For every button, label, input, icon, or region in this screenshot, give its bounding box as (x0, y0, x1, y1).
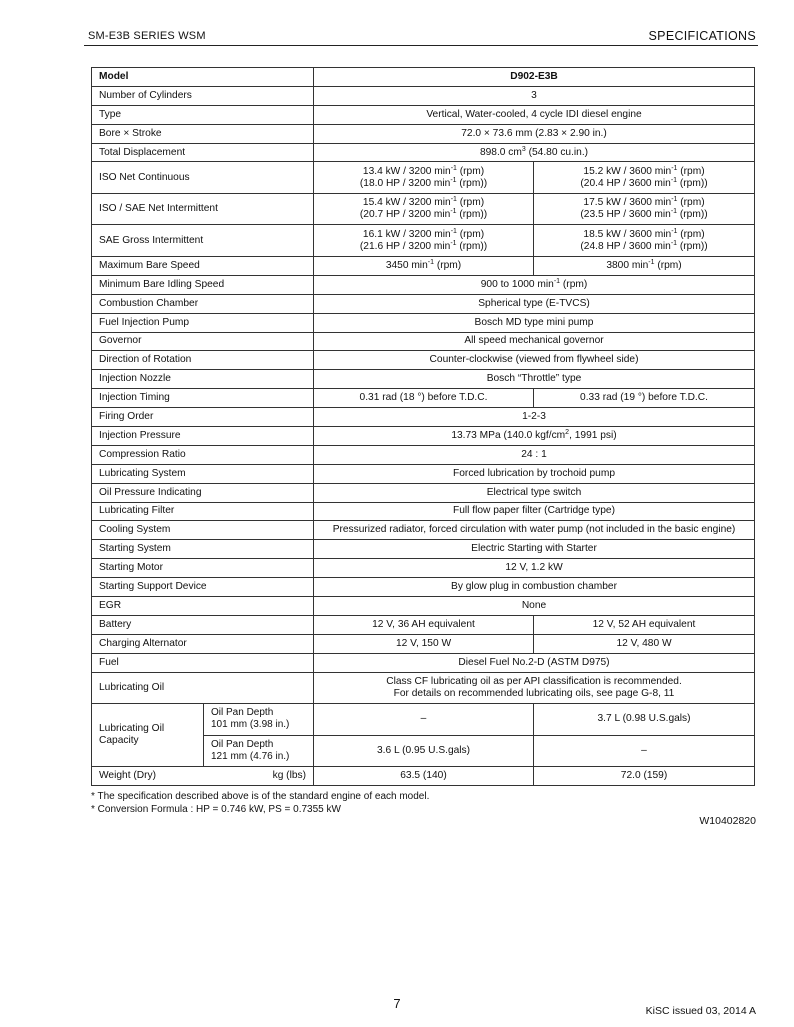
table-row-combustion-chamber (92, 294, 755, 313)
table-row-lubricating-oil (92, 672, 755, 704)
row-label: Weight (Dry) kg (lbs) (92, 767, 314, 786)
row-label: Bore × Stroke (92, 124, 314, 143)
row-value: Bosch MD type mini pump (314, 313, 755, 332)
row-value: Electrical type switch (314, 483, 755, 502)
row-label: Injection Nozzle (92, 370, 314, 389)
row-value-a: 3.6 L (0.95 U.S.gals) (314, 735, 534, 767)
row-label: Governor (92, 332, 314, 351)
oil-pan-depth-2: Oil Pan Depth 121 mm (4.76 in.) (204, 735, 314, 767)
row-label: Minimum Bare Idling Speed (92, 275, 314, 294)
row-label: Injection Pressure (92, 426, 314, 445)
row-label: Fuel (92, 653, 314, 672)
table-row-compression-ratio (92, 445, 755, 464)
table-row-sae-gross-intermittent (92, 225, 755, 257)
row-value: Pressurized radiator, forced circulation with water pump (not included in the basic engine) (314, 521, 755, 540)
row-value: Counter-clockwise (viewed from flywheel side) (314, 351, 755, 370)
row-label: Total Displacement (92, 143, 314, 162)
footnote-standard-engine: * The specification described above is of the standard engine of each model. (91, 791, 430, 802)
table-row-iso-net-continuous (92, 162, 755, 194)
row-value-a: – (314, 704, 534, 736)
row-value: 13.73 MPa (140.0 kgf/$cm^2$, 1991 psi) (314, 426, 755, 445)
table-row-idling-speed (92, 275, 755, 294)
footnote-conversion: * Conversion Formula : HP = 0.746 kW, PS = 0.7355 kW (91, 804, 341, 815)
row-value-b: 3.7 L (0.98 U.S.gals) (534, 704, 755, 736)
table-row-oil-capacity-1 (92, 704, 755, 736)
row-label: Starting Support Device (92, 578, 314, 597)
row-label: Fuel Injection Pump (92, 313, 314, 332)
document-code: W10402820 (699, 815, 756, 827)
row-value: 898.0 $cm^3$ (54.80 cu.in.) (314, 143, 755, 162)
row-label: Oil Pressure Indicating (92, 483, 314, 502)
row-label: SAE Gross Intermittent (92, 225, 314, 257)
table-row-battery (92, 615, 755, 634)
table-row-weight (92, 767, 755, 786)
header-rule (84, 45, 758, 46)
table-row-oil-pressure (92, 483, 755, 502)
issue-info: KiSC issued 03, 2014 A (645, 1005, 756, 1017)
row-value: Bosch “Throttle” type (314, 370, 755, 389)
row-value: Forced lubrication by trochoid pump (314, 464, 755, 483)
table-row-iso-sae-net-intermittent (92, 193, 755, 225)
row-label: Lubricating Oil Capacity (92, 704, 204, 767)
table-row-cylinders (92, 86, 755, 105)
table-row-lubricating-system (92, 464, 755, 483)
row-value: 3 (314, 86, 755, 105)
table-row-starting-motor (92, 559, 755, 578)
row-label: Cooling System (92, 521, 314, 540)
row-label: Injection Timing (92, 389, 314, 408)
row-label: Lubricating Filter (92, 502, 314, 521)
row-value-a: 63.5 (140) (314, 767, 534, 786)
row-value-b: 12 V, 480 W (534, 634, 755, 653)
row-value-a: 16.1 kW / 3200 $\min^{-1} (rpm)$ (21.6 HP / 3200 $\min^{-1} (rpm)$) (314, 225, 534, 257)
row-label: ISO / SAE Net Intermittent (92, 193, 314, 225)
row-label: Compression Ratio (92, 445, 314, 464)
oil-pan-depth-1: Oil Pan Depth 101 mm (3.98 in.) (204, 704, 314, 736)
row-value: Class CF lubricating oil as per API classification is recommended. For details on recommended lubricating oils, see page G-8, 11 (314, 672, 755, 704)
table-row-injection-nozzle (92, 370, 755, 389)
row-label: Starting System (92, 540, 314, 559)
row-value-b: 15.2 kW / 3600 $\min^{-1} (rpm)$ (20.4 HP / 3600 $\min^{-1} (rpm)$) (534, 162, 755, 194)
row-value: All speed mechanical governor (314, 332, 755, 351)
table-row-model (92, 68, 755, 87)
row-value-b: 3800 $\min^{-1} (rpm)$ (534, 256, 755, 275)
row-value-b: 18.5 kW / 3600 $\min^{-1} (rpm)$ (24.8 HP / 3600 $\min^{-1} (rpm)$) (534, 225, 755, 257)
row-value: 900 to 1000 $\min^{-1} (rpm)$ (314, 275, 755, 294)
row-value: 72.0 × 73.6 mm (2.83 × 2.90 in.) (314, 124, 755, 143)
row-label: Type (92, 105, 314, 124)
table-row-fuel-injection-pump (92, 313, 755, 332)
table-row-cooling-system (92, 521, 755, 540)
table-row-injection-timing (92, 389, 755, 408)
row-label: Direction of Rotation (92, 351, 314, 370)
header-section-title: SPECIFICATIONS (648, 29, 756, 43)
row-value: 24 : 1 (314, 445, 755, 464)
table-row-governor (92, 332, 755, 351)
table-row-injection-pressure (92, 426, 755, 445)
row-value-b: 17.5 kW / 3600 $\min^{-1} (rpm)$ (23.5 HP / 3600 $\min^{-1} (rpm)$) (534, 193, 755, 225)
row-value-b: 12 V, 52 AH equivalent (534, 615, 755, 634)
table-row-lubricating-filter (92, 502, 755, 521)
row-label: ISO Net Continuous (92, 162, 314, 194)
table-row-charging-alternator (92, 634, 755, 653)
table-row-displacement (92, 143, 755, 162)
table-row-rotation (92, 351, 755, 370)
table-row-bore-stroke (92, 124, 755, 143)
table-row-starting-support (92, 578, 755, 597)
row-value-a: 12 V, 150 W (314, 634, 534, 653)
row-value-a: 15.4 kW / 3200 $\min^{-1} (rpm)$ (20.7 HP / 3200 $\min^{-1} (rpm)$) (314, 193, 534, 225)
row-label: Lubricating System (92, 464, 314, 483)
table-row-fuel (92, 653, 755, 672)
row-label: Firing Order (92, 408, 314, 427)
row-label: Charging Alternator (92, 634, 314, 653)
table-row-firing-order (92, 408, 755, 427)
row-label: Starting Motor (92, 559, 314, 578)
row-value-a: 12 V, 36 AH equivalent (314, 615, 534, 634)
row-label: Lubricating Oil (92, 672, 314, 704)
row-value-a: 0.31 rad (18 °) before T.D.C. (314, 389, 534, 408)
row-label: Maximum Bare Speed (92, 256, 314, 275)
row-value: Spherical type (E-TVCS) (314, 294, 755, 313)
model-label: Model (92, 68, 314, 87)
row-label: Combustion Chamber (92, 294, 314, 313)
table-row-starting-system (92, 540, 755, 559)
row-value: Electric Starting with Starter (314, 540, 755, 559)
row-value: Full flow paper filter (Cartridge type) (314, 502, 755, 521)
row-value: 12 V, 1.2 kW (314, 559, 755, 578)
row-value-b: 72.0 (159) (534, 767, 755, 786)
row-value: Diesel Fuel No.2-D (ASTM D975) (314, 653, 755, 672)
table-row-type (92, 105, 755, 124)
model-value: D902-E3B (314, 68, 755, 87)
table-row-max-bare-speed (92, 256, 755, 275)
row-value-b: – (534, 735, 755, 767)
row-value: Vertical, Water-cooled, 4 cycle IDI diesel engine (314, 105, 755, 124)
table-row-egr (92, 596, 755, 615)
row-label: Number of Cylinders (92, 86, 314, 105)
row-value-a: 13.4 kW / 3200 $\min^{-1} (rpm)$ (18.0 HP / 3200 $\min^{-1} (rpm)$) (314, 162, 534, 194)
row-label: EGR (92, 596, 314, 615)
page-number: 7 (393, 996, 401, 1011)
footnotes (91, 790, 429, 816)
row-value-b: 0.33 rad (19 °) before T.D.C. (534, 389, 755, 408)
row-value: None (314, 596, 755, 615)
specifications-table (91, 67, 755, 786)
row-value: 1-2-3 (314, 408, 755, 427)
row-value-a: 3450 $\min^{-1} (rpm)$ (314, 256, 534, 275)
header-manual-title: SM-E3B SERIES WSM (88, 30, 206, 42)
weight-unit: kg (lbs) (272, 769, 306, 781)
row-value: By glow plug in combustion chamber (314, 578, 755, 597)
row-label: Battery (92, 615, 314, 634)
